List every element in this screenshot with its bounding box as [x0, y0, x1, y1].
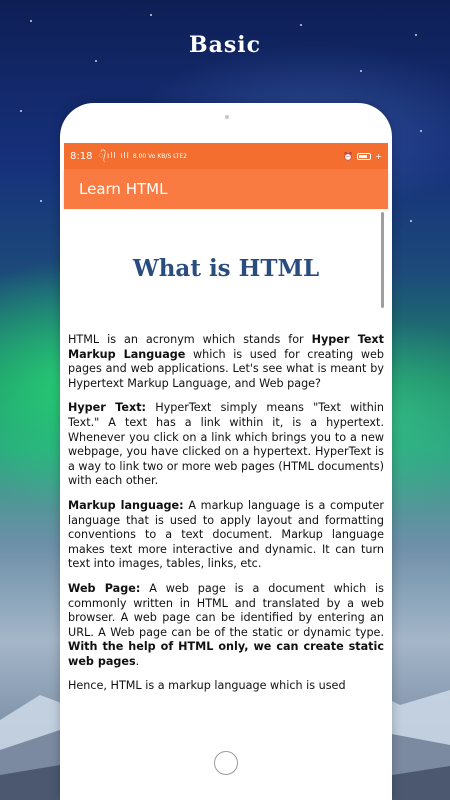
status-right — [343, 152, 382, 161]
navigation-area — [64, 741, 388, 800]
paragraph-conclusion: Hence, HTML is a markup language which is used — [68, 679, 346, 693]
paragraph-hypertext: Hyper Text: HyperText simply means "Text within Text." A text has a link within it, is a hypertext. Whenever you click on a link which brings you to a new webpage, you have clicked on a hypertext. HyperText is a way to link two or more web pages (HTML documents) with each other. — [68, 401, 385, 488]
app-bar — [64, 169, 388, 209]
screen-caption: Basic — [189, 32, 261, 58]
home-button[interactable] — [214, 751, 238, 775]
scrollbar[interactable] — [381, 212, 384, 308]
page-title: What is HTML — [132, 255, 320, 282]
article-body — [64, 333, 388, 694]
status-time: 8:18 — [70, 150, 93, 162]
phone-frame — [60, 103, 392, 800]
app-title: Learn HTML — [79, 180, 168, 198]
paragraph-intro: HTML is an acronym which stands for Hyper Text Markup Language which is used for creating web pages and web applications. Let's see what is meant by Hypertext Markup Language, and Web page? — [68, 333, 384, 390]
signal-icon: ᭄ıll ıll — [98, 150, 130, 160]
status-bar — [64, 143, 388, 169]
camera-icon — [225, 115, 229, 119]
paragraph-markup: Markup language: A markup language is a computer language that is used to apply layout and formatting conventions to a text document. Markup language makes text more interactive and dynamic. It can turn text into images, tables, links, etc. — [68, 498, 384, 571]
charging-icon: + — [375, 151, 382, 161]
paragraph-webpage: Web Page: A web page is a document which is commonly written in HTML and translated by a web browser. A web page can be identified by entering an URL. A Web page can be of the static or dynamic type. With the help of HTML only, we can create static web pages. — [68, 581, 384, 668]
network-speed: 8.00 Vo KB/S LTE2 — [132, 152, 187, 160]
alarm-icon: ⏰ — [343, 151, 354, 161]
article-content[interactable] — [64, 209, 388, 741]
battery-icon — [357, 153, 371, 160]
